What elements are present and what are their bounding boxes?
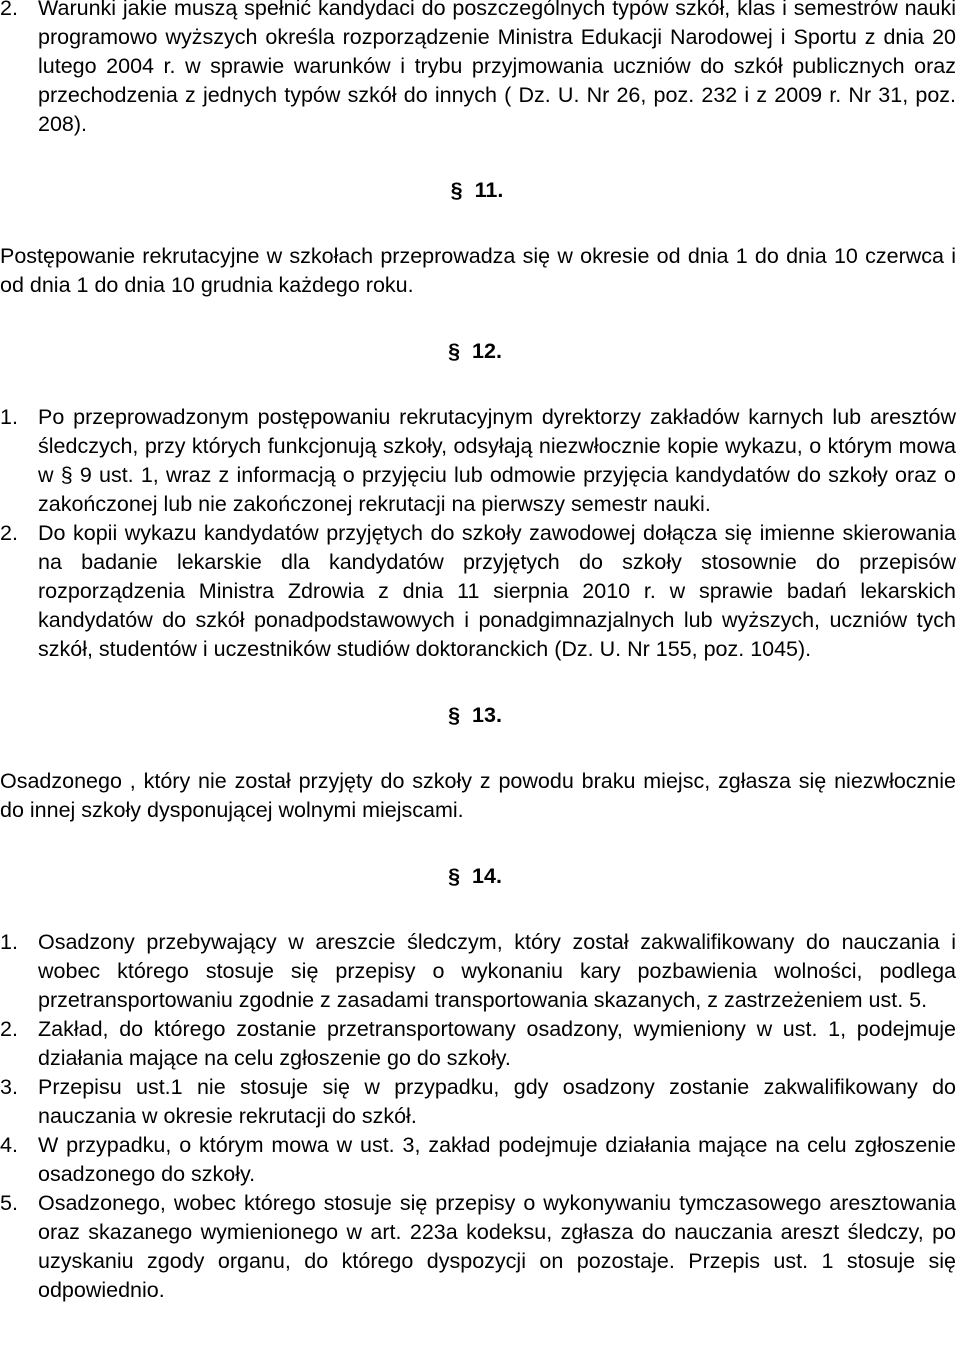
- section-number: 14.: [472, 864, 502, 888]
- section-heading-13: [0, 701, 960, 730]
- list-item-text: Osadzony przebywający w areszcie śledczym, który został zakwalifikowany do nauczania i wobec którego stosuje się przepisy o wykonaniu kary pozbawienia wolności, podlega przetransportowaniu zgodnie z zasadami transportowania skazanych, z zastrzeżeniem ust. 5.: [38, 930, 956, 1012]
- list-item-number: 2.: [0, 0, 18, 20]
- section-heading-12: [0, 337, 960, 366]
- list-item-number: 4.: [0, 1133, 18, 1157]
- list-item: [0, 1131, 960, 1189]
- list-item-number: 1.: [0, 405, 18, 429]
- list-item: [0, 1015, 960, 1073]
- list-item-text: Przepisu ust.1 nie stosuje się w przypadku, gdy osadzony zostanie zakwalifikowany do nauczania w okresie rekrutacji do szkół.: [38, 1075, 956, 1128]
- list-item-text: Zakład, do którego zostanie przetransportowany osadzony, wymieniony w ust. 1, podejmuje działania mające na celu zgłoszenie go do szkoły.: [38, 1017, 956, 1070]
- list-item-number: 2.: [0, 1017, 18, 1041]
- list-item-number: 1.: [0, 930, 18, 954]
- list-item-text: Warunki jakie muszą spełnić kandydaci do poszczególnych typów szkół, klas i semestrów nauki programowo wyższych określa rozporządzenie Ministra Edukacji Narodowej i Sportu z dnia 20 lutego 2004 r. w sprawie warunków i trybu przyjmowania uczniów do szkół publicznych oraz przechodzenia z jednych typów szkół do innych ( Dz. U. Nr 26, poz. 232 i z 2009 r. Nr 31, poz. 208).: [38, 0, 956, 136]
- section-13-paragraph: Osadzonego , który nie został przyjęty do szkoły z powodu braku miejsc, zgłasza się niezwłocznie do innej szkoły dysponującej wolnymi miejscami.: [0, 769, 956, 822]
- list-item: [0, 1189, 960, 1305]
- section-symbol: §: [448, 339, 461, 363]
- list-item-text: Po przeprowadzonym postępowaniu rekrutacyjnym dyrektorzy zakładów karnych lub aresztów śledczych, przy których funkcjonują szkoły, odsyłają niezwłocznie kopie wykazu, o którym mowa w § 9 ust. 1, wraz z informacją o przyjęciu lub odmowie przyjęcia kandydatów do szkoły oraz o zakończonej lub nie zakończonej rekrutacji na pierwszy semestr nauki.: [38, 405, 956, 516]
- section-heading-11: [0, 176, 960, 205]
- list-item-number: 3.: [0, 1075, 18, 1099]
- list-item: [0, 519, 960, 664]
- intro-list-item: [0, 0, 960, 139]
- section-11-paragraph: Postępowanie rekrutacyjne w szkołach przeprowadza się w okresie od dnia 1 do dnia 10 czerwca i od dnia 1 do dnia 10 grudnia każdego roku.: [0, 244, 956, 297]
- list-item-text: Do kopii wykazu kandydatów przyjętych do szkoły zawodowej dołącza się imienne skierowania na badanie lekarskie dla kandydatów przyjętych do szkoły stosownie do przepisów rozporządzenia Ministra Zdrowia z dnia 11 sierpnia 2010 r. w sprawie badań lekarskich kandydatów do szkół ponadpodstawowych i ponadgimnazjalnych lub wyższych, uczniów tych szkół, studentów i uczestników studiów doktoranckich (Dz. U. Nr 155, poz. 1045).: [38, 521, 956, 661]
- list-item-text: W przypadku, o którym mowa w ust. 3, zakład podejmuje działania mające na celu zgłoszenie osadzonego do szkoły.: [38, 1133, 956, 1186]
- list-item: [0, 403, 960, 519]
- section-symbol: §: [450, 178, 463, 202]
- section-number: 12.: [472, 339, 502, 363]
- section-number: 11.: [474, 178, 504, 202]
- list-item-number: 2.: [0, 521, 18, 545]
- section-symbol: §: [448, 703, 461, 727]
- list-item: [0, 928, 960, 1015]
- list-item: [0, 1073, 960, 1131]
- section-heading-14: [0, 862, 960, 891]
- list-item-number: 5.: [0, 1191, 18, 1215]
- list-item-text: Osadzonego, wobec którego stosuje się przepisy o wykonywaniu tymczasowego aresztowania oraz skazanego wymienionego w art. 223a kodeksu, zgłasza do nauczania areszt śledczy, po uzyskaniu zgody organu, do którego dyspozycji on pozostaje. Przepis ust. 1 stosuje się odpowiednio.: [38, 1191, 956, 1302]
- section-number: 13.: [472, 703, 502, 727]
- section-symbol: §: [448, 864, 461, 888]
